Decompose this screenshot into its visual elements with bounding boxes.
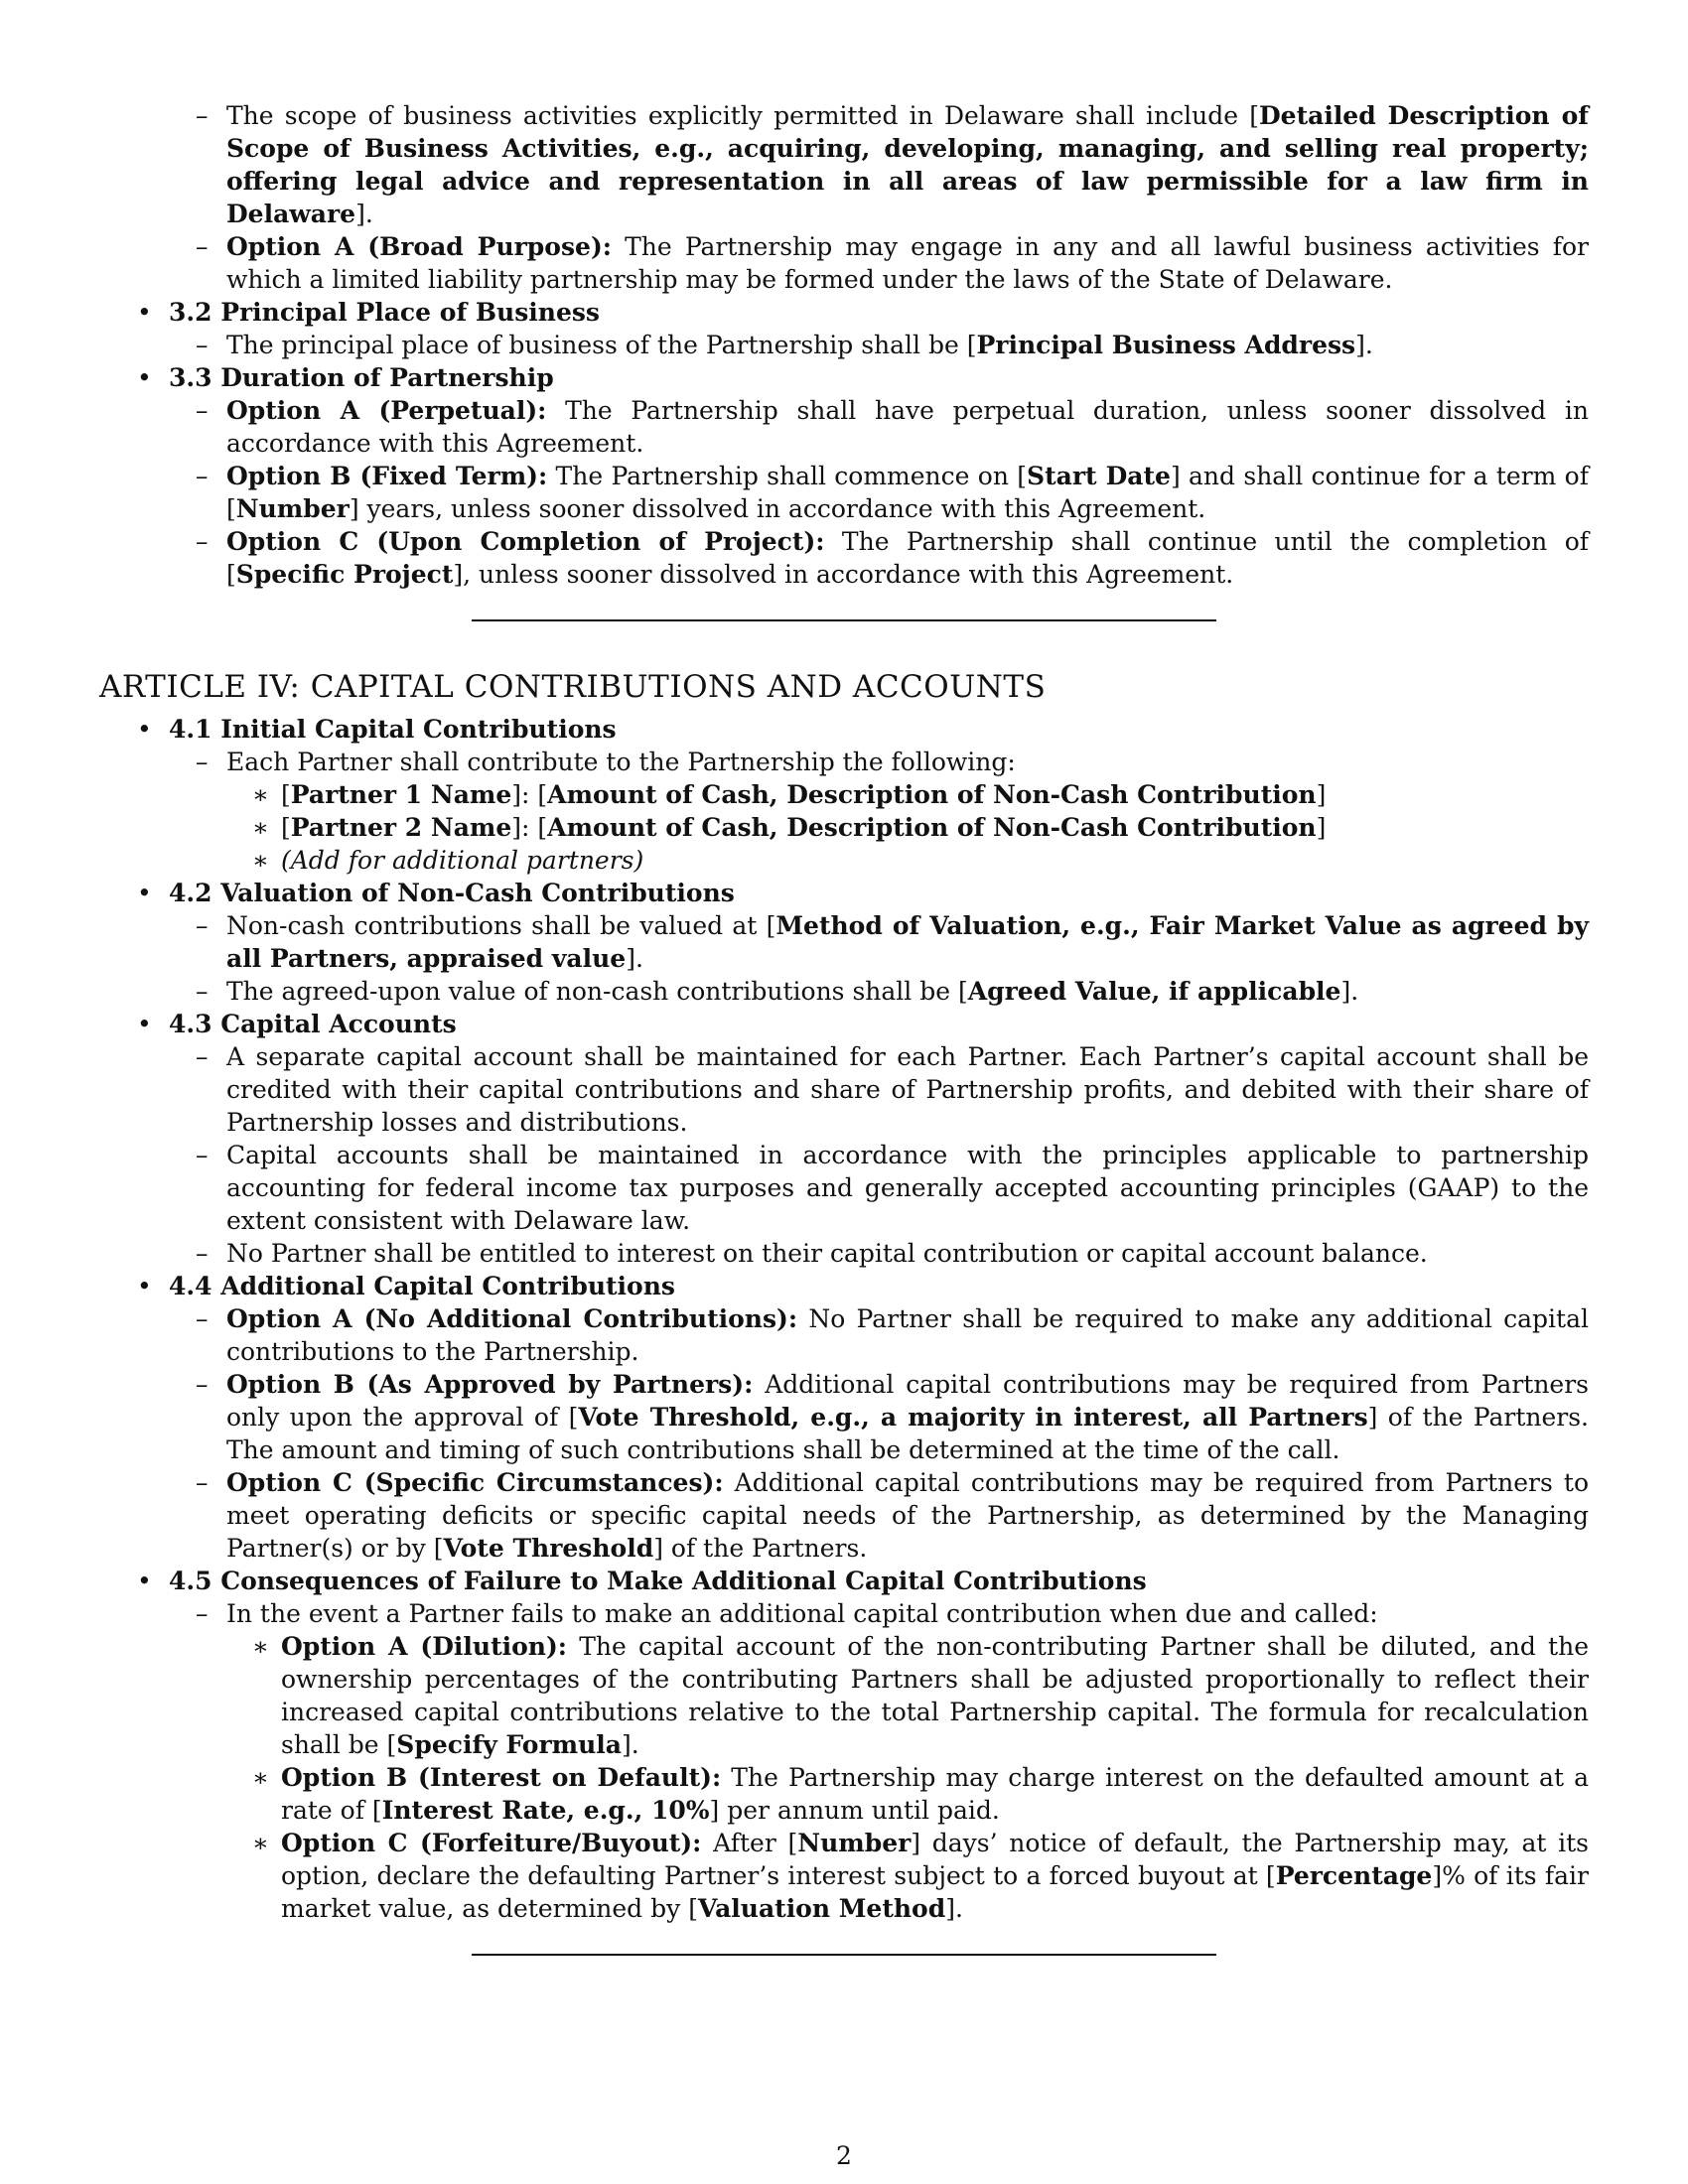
placeholder-valuation-method: Valuation Method <box>697 1894 946 1923</box>
additional-partners-note: ∗ (Add for additional partners) <box>226 844 1589 877</box>
option-forfeiture-buyout <box>226 1827 1589 1925</box>
section-title: 3.3 Duration of Partnership <box>169 363 554 392</box>
option-approved-by-partners <box>169 1368 1589 1466</box>
text: ] and shall continue for a term of [ <box>226 462 1589 523</box>
section-4-4 <box>99 1270 1589 1565</box>
placeholder-agreed-value: Agreed Value, if applicable <box>967 977 1341 1006</box>
option-broad-purpose <box>169 230 1589 296</box>
agreed-value-item <box>169 975 1589 1008</box>
placeholder-interest-rate: Interest Rate, e.g., 10% <box>381 1796 710 1825</box>
text: ] years, unless sooner dissolved in accordance with this Agreement. <box>349 494 1206 523</box>
section-title: 4.5 Consequences of Failure to Make Additional Capital Contributions <box>169 1567 1147 1595</box>
text: ]. <box>626 944 643 973</box>
placeholder-project: Specific Project <box>235 560 454 589</box>
placeholder-amount: Amount of Cash, Description of Non-Cash Contribution <box>547 780 1317 809</box>
option-project-completion <box>169 525 1589 591</box>
section-title: 4.3 Capital Accounts <box>169 1010 457 1038</box>
text: Additional capital contributions may be required from Partners only upon the approval of [ <box>226 1370 1589 1432</box>
text: The scope of business activities explicitly permitted in Delaware shall include [ <box>226 101 1259 130</box>
capital-account-item: – Capital accounts shall be maintained in accordance with the principles applicable to partnership accounting for federal income tax purposes and generally accepted accounting principles (GAAP) to the extent consistent with Delaware law. <box>169 1139 1589 1237</box>
initial-contributions-item <box>169 746 1589 877</box>
text: The Partnership shall have perpetual duration, unless sooner dissolved in accordance with this Agreement. <box>226 396 1589 458</box>
document-page <box>99 99 1589 1956</box>
placeholder-formula: Specify Formula <box>396 1730 622 1759</box>
capital-account-item: – No Partner shall be entitled to interest on their capital contribution or capital account balance. <box>169 1237 1589 1270</box>
section-4-2 <box>99 877 1589 1008</box>
text: ], unless sooner dissolved in accordance with this Agreement. <box>453 560 1234 589</box>
section-divider <box>472 619 1216 621</box>
section-3-2 <box>99 296 1589 361</box>
capital-account-item: – A separate capital account shall be maintained for each Partner. Each Partner’s capital account shall be credited with their capital contributions and share of Partnership profits, and debited with their share of Partnership losses and distributions. <box>169 1040 1589 1139</box>
text: The Partnership may engage in any and all lawful business activities for which a limited liability partnership may be formed under the laws of the State of Delaware. <box>226 232 1589 294</box>
section-title: 4.4 Additional Capital Contributions <box>169 1272 675 1300</box>
section-divider <box>472 1954 1216 1956</box>
valuation-method-item <box>169 909 1589 975</box>
option-perpetual <box>169 394 1589 460</box>
text: After [ <box>701 1829 798 1857</box>
text: ] per annum until paid. <box>709 1796 1000 1825</box>
section-4-1 <box>99 713 1589 877</box>
text: ]. <box>355 200 373 228</box>
option-label: Option B (As Approved by Partners): <box>226 1370 754 1399</box>
page-number: 2 <box>836 2141 852 2170</box>
placeholder-valuation-method: Method of Valuation, e.g., Fair Market Value as agreed by all Partners, appraised value <box>226 911 1589 973</box>
text: ]. <box>1340 977 1359 1006</box>
option-label: Option C (Forfeiture/Buyout): <box>281 1829 702 1857</box>
text: In the event a Partner fails to make an additional capital contribution when due and called: <box>226 1599 1378 1628</box>
placeholder-scope: Detailed Description of Scope of Business Activities, e.g., acquiring, developing, managing, and selling real property; offering legal advice and representation in all areas of law permissible for a law firm in Delaware <box>226 101 1589 228</box>
placeholder-vote-threshold: Vote Threshold, e.g., a majority in interest, all Partners <box>578 1403 1368 1432</box>
article-4-heading: ARTICLE IV: CAPITAL CONTRIBUTIONS AND ACCOUNTS <box>99 669 1047 705</box>
article-4-sections <box>99 713 1589 1925</box>
placeholder-partner-1: Partner 1 Name <box>290 780 512 809</box>
failure-consequences-item <box>169 1597 1589 1925</box>
option-label: Option A (Broad Purpose): <box>226 232 613 261</box>
partner-2-contribution: ∗ [Partner 2 Name]: [Amount of Cash, Description of Non-Cash Contribution] <box>226 811 1589 844</box>
option-label: Option B (Fixed Term): <box>226 462 548 490</box>
section-4-5 <box>99 1565 1589 1925</box>
option-interest-on-default <box>226 1761 1589 1827</box>
text: The principal place of business of the Partnership shall be [ <box>226 331 977 359</box>
placeholder-partner-2: Partner 2 Name <box>290 813 512 842</box>
placeholder-start-date: Start Date <box>1027 462 1171 490</box>
partner-1-contribution: ∗ [Partner 1 Name]: [Amount of Cash, Description of Non-Cash Contribution] <box>226 778 1589 811</box>
section-title: 4.2 Valuation of Non-Cash Contributions <box>169 879 735 907</box>
option-fixed-term <box>169 460 1589 525</box>
option-specific-circumstances <box>169 1466 1589 1565</box>
text: Additional capital contributions may be required from Partners to meet operating deficits or specific capital needs of the Partnership, as determined by the Managing Partner(s) or by [ <box>226 1468 1589 1563</box>
option-label: Option C (Upon Completion of Project): <box>226 527 825 556</box>
text: ]% of its fair market value, as determined by [ <box>281 1861 1589 1923</box>
text: ]. <box>945 1894 963 1923</box>
placeholder-number: Number <box>797 1829 912 1857</box>
option-label: Option A (Dilution): <box>281 1632 568 1661</box>
text: ] days’ notice of default, the Partnership may, at its option, declare the defaulting Partner’s interest subject to a forced buyout at [ <box>281 1829 1589 1890</box>
text: The Partnership shall commence on [ <box>547 462 1028 490</box>
text: No Partner shall be required to make any additional capital contributions to the Partnership. <box>226 1304 1589 1366</box>
text: Non-cash contributions shall be valued at [ <box>226 911 776 940</box>
option-no-additional <box>169 1302 1589 1368</box>
section-4-3 <box>99 1008 1589 1270</box>
option-label: Option A (Perpetual): <box>226 396 547 425</box>
section-title: 3.2 Principal Place of Business <box>169 298 601 327</box>
placeholder-vote-threshold: Vote Threshold <box>443 1534 654 1563</box>
option-label: Option A (No Additional Contributions): <box>226 1304 798 1333</box>
text: ] of the Partners. The amount and timing of such contributions shall be determined at the time of the call. <box>226 1403 1589 1464</box>
option-dilution <box>226 1630 1589 1761</box>
scope-of-business-item <box>169 99 1589 230</box>
option-label: Option C (Specific Circumstances): <box>226 1468 724 1497</box>
section-3-1-continued <box>99 99 1589 296</box>
principal-place-item <box>169 329 1589 361</box>
text: The capital account of the non-contributing Partner shall be diluted, and the ownership percentages of the contributing Partners shall be adjusted proportionally to reflect their increased capital contributions relative to the total Partnership capital. The formula for recalculation shall be [ <box>281 1632 1589 1759</box>
text: The Partnership may charge interest on the defaulted amount at a rate of [ <box>281 1763 1590 1825</box>
text: ]. <box>1355 331 1373 359</box>
text: ] of the Partners. <box>653 1534 868 1563</box>
placeholder-percentage: Percentage <box>1275 1861 1433 1890</box>
option-label: Option B (Interest on Default): <box>281 1763 722 1792</box>
placeholder-amount: Amount of Cash, Description of Non-Cash Contribution <box>547 813 1317 842</box>
text: ]. <box>621 1730 639 1759</box>
text: The agreed-upon value of non-cash contributions shall be [ <box>226 977 968 1006</box>
placeholder-number: Number <box>235 494 350 523</box>
section-title: 4.1 Initial Capital Contributions <box>169 715 617 744</box>
article-3-continued <box>99 99 1589 591</box>
text: Each Partner shall contribute to the Partnership the following: <box>226 748 1016 776</box>
section-3-3 <box>99 361 1589 591</box>
placeholder-address: Principal Business Address <box>976 331 1356 359</box>
text: The Partnership shall continue until the completion of [ <box>226 527 1589 589</box>
